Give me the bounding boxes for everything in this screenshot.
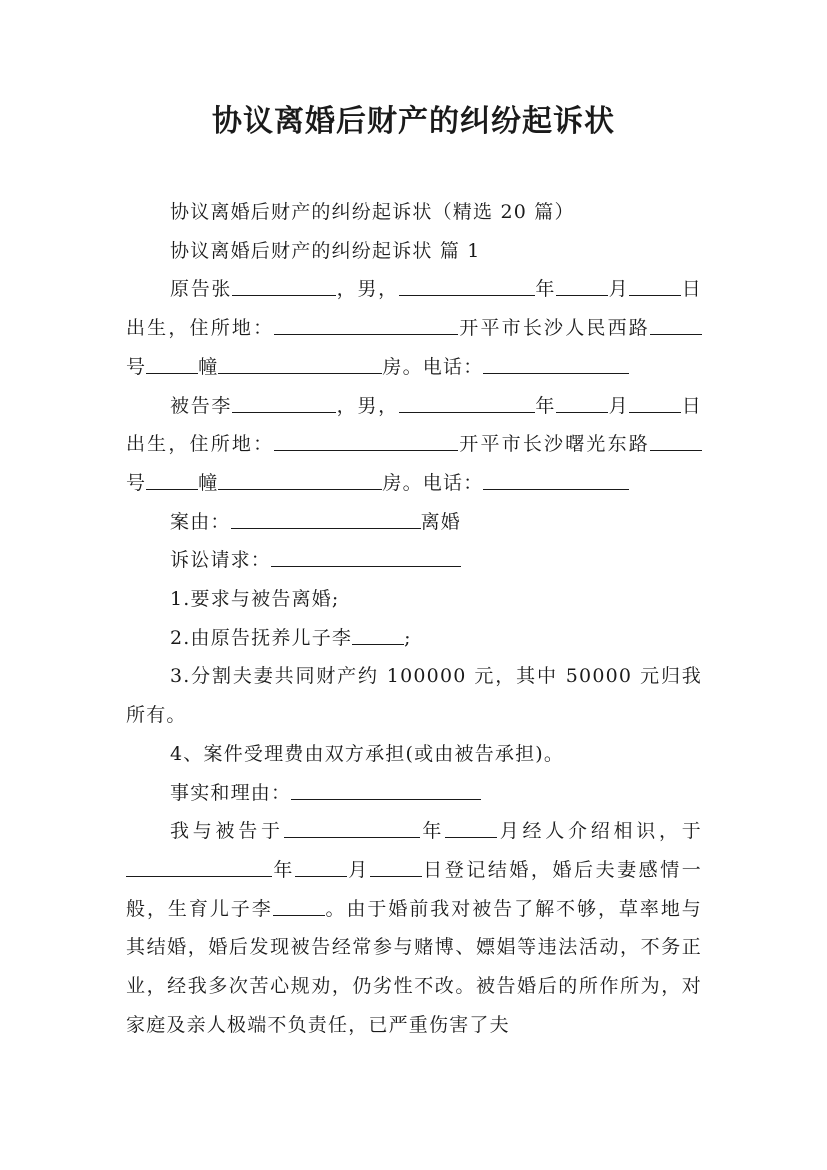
defendant-fang: 房。电话：	[382, 471, 484, 494]
blank-son-name	[273, 898, 325, 916]
facts-year-2: 年	[272, 858, 295, 881]
facts-heading	[126, 774, 702, 813]
plaintiff-paragraph	[126, 270, 702, 386]
blank-son-name	[352, 627, 404, 645]
defendant-chuang: 幢	[198, 471, 219, 494]
facts-text-2: 。由于婚前我对被告了解不够，草率地与其结婚，婚后发现被告经常参与赌博、嫖娼等违法活动，不务正业，经我多次苦心规劝，仍劣性不改。被告婚后的所作所为，对家庭及亲人极端不负责任，已严重伤害了夫	[126, 897, 702, 1036]
cause-line	[126, 503, 702, 542]
cause-value: 离婚	[420, 510, 462, 533]
blank-phone	[483, 472, 629, 490]
section-heading: 协议离婚后财产的纠纷起诉状 篇 1	[170, 239, 481, 262]
facts-year: 年	[419, 820, 446, 843]
blank-number	[650, 433, 702, 451]
defendant-month: 月	[608, 394, 630, 417]
document-body	[126, 193, 702, 1044]
blank-building	[146, 356, 198, 374]
blank-month	[556, 394, 608, 412]
claim-item-2	[126, 619, 702, 658]
plaintiff-month: 月	[608, 278, 630, 301]
blank-cause	[231, 511, 421, 529]
blank-name	[232, 394, 336, 412]
claim-item-2-text: 2.由原告抚养儿子李	[170, 626, 353, 649]
plaintiff-prefix: 原告张	[170, 278, 233, 301]
blank-address	[274, 433, 458, 451]
claim-item-3: 3.分割夫妻共同财产约 100000 元，其中 50000 元归我所有。	[126, 665, 702, 727]
plaintiff-born: 日出生，住所地：	[126, 278, 703, 340]
blank-building	[146, 472, 198, 490]
facts-month-2: 月	[346, 858, 370, 881]
blank-phone	[483, 356, 629, 374]
blank-day-2	[370, 859, 422, 877]
claims-label: 诉讼请求：	[170, 549, 272, 572]
facts-text-1: 日登记结婚，婚后夫妻感情一般，生育儿子李	[126, 858, 702, 920]
defendant-year: 年	[534, 394, 557, 417]
facts-label: 事实和理由：	[170, 781, 292, 804]
plaintiff-gender: ，男，	[336, 278, 399, 301]
blank-year	[284, 820, 420, 838]
blank-day	[629, 394, 681, 412]
facts-paragraph	[126, 812, 702, 1044]
cause-label: 案由：	[170, 510, 231, 533]
subtitle-line: 协议离婚后财产的纠纷起诉状（精选 20 篇）	[170, 201, 575, 223]
defendant-paragraph	[126, 387, 702, 503]
claim-item-2-suffix: ;	[404, 626, 412, 649]
blank-facts	[291, 781, 481, 799]
plaintiff-address: 开平市长沙人民西路	[458, 317, 650, 340]
defendant-prefix: 被告李	[170, 394, 233, 417]
blank-room	[218, 472, 382, 490]
blank-address	[274, 317, 458, 335]
plaintiff-chuang: 幢	[198, 355, 219, 378]
defendant-born: 日出生，住所地：	[126, 394, 703, 456]
blank-name	[232, 278, 336, 296]
plaintiff-fang: 房。电话：	[382, 355, 484, 378]
blank-month-2	[295, 859, 347, 877]
plaintiff-hao: 号	[126, 355, 147, 378]
defendant-address: 开平市长沙曙光东路	[458, 433, 650, 456]
defendant-gender: ，男，	[336, 394, 399, 417]
plaintiff-year: 年	[534, 278, 557, 301]
blank-room	[218, 356, 382, 374]
claims-heading	[126, 541, 702, 580]
blank-month	[556, 278, 608, 296]
blank-month	[445, 820, 497, 838]
facts-start: 我与被告于	[170, 820, 284, 843]
blank-number	[650, 317, 702, 335]
blank-year	[399, 278, 535, 296]
defendant-hao: 号	[126, 471, 147, 494]
blank-day	[629, 278, 681, 296]
blank-claims	[271, 549, 461, 567]
blank-year	[399, 394, 535, 412]
claim-item-4: 4、案件受理费由双方承担(或由被告承担)。	[170, 742, 565, 765]
claim-item-1: 1.要求与被告离婚;	[170, 588, 340, 611]
blank-year-2	[126, 859, 272, 877]
document-title: 协议离婚后财产的纠纷起诉状	[212, 104, 615, 139]
facts-month: 月经人介绍相识，于	[497, 820, 702, 843]
